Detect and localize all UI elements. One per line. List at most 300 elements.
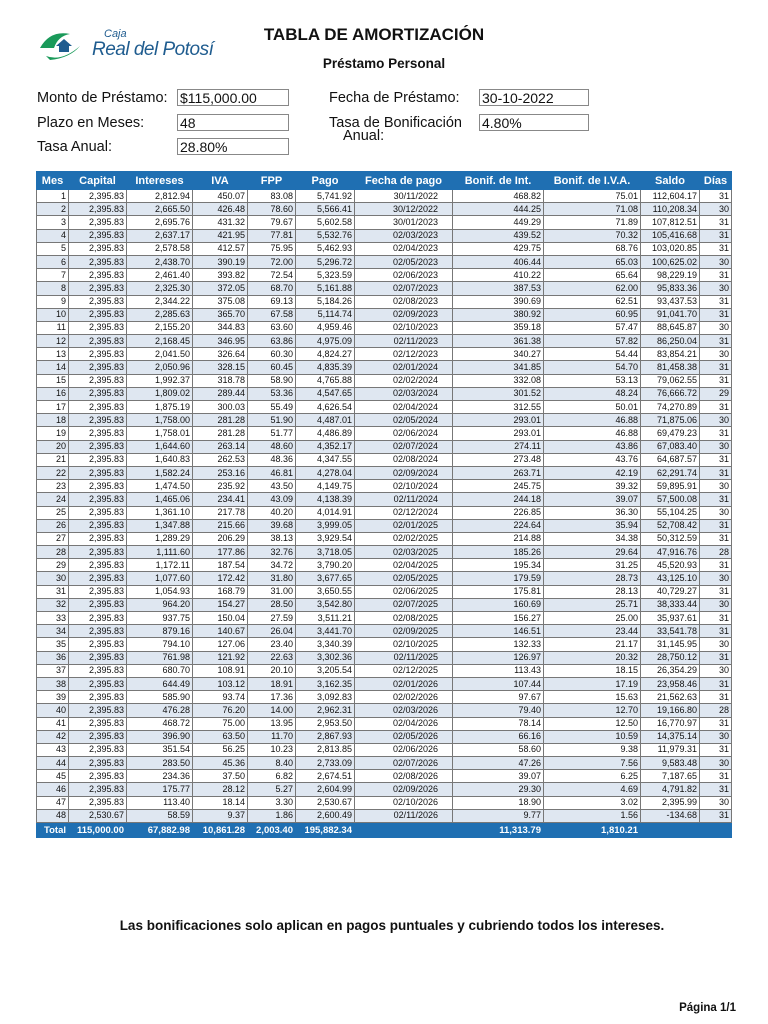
table-cell: 2,395.83 xyxy=(69,295,127,308)
table-cell: 2,050.96 xyxy=(127,361,193,374)
table-cell: 31 xyxy=(700,493,732,506)
table-cell: 45 xyxy=(37,770,69,783)
table-cell: 2,637.17 xyxy=(127,229,193,242)
table-cell: 105,416.68 xyxy=(641,229,700,242)
tasa-field: 28.80% xyxy=(177,138,289,155)
table-cell: 1,172.11 xyxy=(127,559,193,572)
table-cell: 31 xyxy=(700,216,732,229)
table-cell: 2,395.83 xyxy=(69,559,127,572)
table-cell: 2,962.31 xyxy=(296,704,355,717)
monto-label: Monto de Préstamo: xyxy=(37,90,168,106)
table-cell: 54.70 xyxy=(544,361,641,374)
table-cell: 8.40 xyxy=(248,757,296,770)
table-cell: 46 xyxy=(37,783,69,796)
table-cell: 35,937.61 xyxy=(641,612,700,625)
table-cell: 375.08 xyxy=(193,295,248,308)
table-cell: 2,395.83 xyxy=(69,546,127,559)
table-cell: 33 xyxy=(37,612,69,625)
table-cell: 23.44 xyxy=(544,625,641,638)
table-cell: 4,547.65 xyxy=(296,387,355,400)
table-cell: 761.98 xyxy=(127,651,193,664)
table-cell: 38 xyxy=(37,677,69,690)
table-cell: 75.01 xyxy=(544,190,641,203)
table-cell: 28 xyxy=(700,546,732,559)
table-cell: 127.06 xyxy=(193,638,248,651)
table-cell: 132.33 xyxy=(453,638,544,651)
table-cell: 02/07/2023 xyxy=(355,282,453,295)
table-cell: 3,511.21 xyxy=(296,612,355,625)
table-cell: 02/07/2026 xyxy=(355,757,453,770)
table-cell: 88,645.87 xyxy=(641,321,700,334)
table-cell: 253.16 xyxy=(193,466,248,479)
total-label: Total xyxy=(37,823,69,838)
page-number: Página 1/1 xyxy=(679,1002,736,1014)
table-cell: 344.83 xyxy=(193,321,248,334)
table-cell: 30 xyxy=(700,598,732,611)
table-cell: 22.63 xyxy=(248,651,296,664)
table-cell: 31 xyxy=(700,361,732,374)
table-cell: 63.50 xyxy=(193,730,248,743)
table-cell: 02/03/2025 xyxy=(355,546,453,559)
table-cell: 43.86 xyxy=(544,440,641,453)
col-iva: IVA xyxy=(193,172,248,190)
table-row xyxy=(37,190,732,203)
table-cell: 14.00 xyxy=(248,704,296,717)
table-cell: 30 xyxy=(700,255,732,268)
table-cell: 154.27 xyxy=(193,598,248,611)
table-cell: 02/11/2023 xyxy=(355,335,453,348)
table-cell: 30/12/2022 xyxy=(355,203,453,216)
table-cell: -134.68 xyxy=(641,809,700,822)
table-cell: 2,733.09 xyxy=(296,757,355,770)
table-cell: 02/07/2024 xyxy=(355,440,453,453)
table-cell: 3,205.54 xyxy=(296,664,355,677)
table-cell: 4,959.46 xyxy=(296,321,355,334)
table-cell: 390.19 xyxy=(193,255,248,268)
table-cell: 9.38 xyxy=(544,743,641,756)
table-cell: 02/03/2026 xyxy=(355,704,453,717)
table-cell: 22 xyxy=(37,466,69,479)
table-cell: 7,187.65 xyxy=(641,770,700,783)
table-cell: 2,395.83 xyxy=(69,203,127,216)
table-cell: 02/10/2025 xyxy=(355,638,453,651)
table-cell: 2,395.99 xyxy=(641,796,700,809)
table-row xyxy=(37,730,732,743)
table-cell: 2,395.83 xyxy=(69,743,127,756)
table-cell: 02/08/2026 xyxy=(355,770,453,783)
table-cell: 2,395.83 xyxy=(69,269,127,282)
table-row xyxy=(37,282,732,295)
table-cell: 4,149.75 xyxy=(296,480,355,493)
total-bonif-iva: 1,810.21 xyxy=(544,823,641,838)
table-cell: 100,625.02 xyxy=(641,255,700,268)
table-cell: 71.08 xyxy=(544,203,641,216)
table-cell: 175.81 xyxy=(453,585,544,598)
table-cell: 43 xyxy=(37,743,69,756)
table-cell: 18.91 xyxy=(248,677,296,690)
table-cell: 12.70 xyxy=(544,704,641,717)
table-cell: 31 xyxy=(700,374,732,387)
table-cell: 16 xyxy=(37,387,69,400)
table-cell: 4 xyxy=(37,229,69,242)
table-cell: 31 xyxy=(700,532,732,545)
table-cell: 31 xyxy=(700,229,732,242)
table-cell: 67.58 xyxy=(248,308,296,321)
table-row xyxy=(37,664,732,677)
table-row xyxy=(37,598,732,611)
table-cell: 3 xyxy=(37,216,69,229)
table-cell: 40 xyxy=(37,704,69,717)
table-cell: 17 xyxy=(37,401,69,414)
table-cell: 45,520.93 xyxy=(641,559,700,572)
table-cell: 23.40 xyxy=(248,638,296,651)
table-cell: 57.47 xyxy=(544,321,641,334)
table-cell: 214.88 xyxy=(453,532,544,545)
table-row xyxy=(37,269,732,282)
table-row xyxy=(37,585,732,598)
table-row xyxy=(37,677,732,690)
table-cell: 02/06/2026 xyxy=(355,743,453,756)
table-cell: 26,354.29 xyxy=(641,664,700,677)
table-cell: 53.13 xyxy=(544,374,641,387)
table-cell: 39.07 xyxy=(453,770,544,783)
table-cell: 25 xyxy=(37,506,69,519)
table-cell: 1,054.93 xyxy=(127,585,193,598)
table-cell: 71,875.06 xyxy=(641,414,700,427)
table-cell: 50,312.59 xyxy=(641,532,700,545)
table-cell: 2,530.67 xyxy=(69,809,127,822)
table-cell: 79.40 xyxy=(453,704,544,717)
table-cell: 02/09/2026 xyxy=(355,783,453,796)
table-cell: 126.97 xyxy=(453,651,544,664)
table-cell: 30 xyxy=(37,572,69,585)
table-cell: 58.59 xyxy=(127,809,193,822)
table-cell: 30/11/2022 xyxy=(355,190,453,203)
table-cell: 103.12 xyxy=(193,677,248,690)
table-cell: 31 xyxy=(700,651,732,664)
table-cell: 2,395.83 xyxy=(69,770,127,783)
table-cell: 62.51 xyxy=(544,295,641,308)
table-cell: 2,665.50 xyxy=(127,203,193,216)
table-cell: 31 xyxy=(700,295,732,308)
table-cell: 18.14 xyxy=(193,796,248,809)
table-cell: 68.70 xyxy=(248,282,296,295)
table-body xyxy=(37,190,732,823)
table-cell: 2,395.83 xyxy=(69,242,127,255)
table-cell: 644.49 xyxy=(127,677,193,690)
table-cell: 62.00 xyxy=(544,282,641,295)
col-dias: Días xyxy=(700,172,732,190)
table-cell: 2,395.83 xyxy=(69,585,127,598)
table-cell: 2,867.93 xyxy=(296,730,355,743)
table-cell: 20.32 xyxy=(544,651,641,664)
table-cell: 47,916.76 xyxy=(641,546,700,559)
bonificaciones-note: Las bonificaciones solo aplican en pagos puntuales y cubriendo todos los intereses. xyxy=(119,918,665,933)
table-cell: 2,395.83 xyxy=(69,717,127,730)
table-cell: 2,438.70 xyxy=(127,255,193,268)
table-cell: 794.10 xyxy=(127,638,193,651)
table-cell: 2,813.85 xyxy=(296,743,355,756)
table-cell: 4,014.91 xyxy=(296,506,355,519)
table-cell: 02/06/2024 xyxy=(355,427,453,440)
table-cell: 1.56 xyxy=(544,809,641,822)
table-cell: 2,395.83 xyxy=(69,190,127,203)
total-pago: 195,882.34 xyxy=(296,823,355,838)
table-cell: 234.36 xyxy=(127,770,193,783)
table-row xyxy=(37,203,732,216)
table-cell: 30 xyxy=(700,572,732,585)
fecha-field: 30-10-2022 xyxy=(479,89,589,106)
plazo-label: Plazo en Meses: xyxy=(37,115,145,131)
table-cell: 937.75 xyxy=(127,612,193,625)
table-cell: 43.50 xyxy=(248,480,296,493)
logo-name-text: Real del Potosí xyxy=(92,39,214,60)
table-cell: 2,395.83 xyxy=(69,216,127,229)
col-fpp: FPP xyxy=(248,172,296,190)
table-cell: 43.09 xyxy=(248,493,296,506)
table-cell: 217.78 xyxy=(193,506,248,519)
table-cell: 30 xyxy=(700,348,732,361)
table-cell: 410.22 xyxy=(453,269,544,282)
table-row xyxy=(37,519,732,532)
table-cell: 390.69 xyxy=(453,295,544,308)
table-cell: 6 xyxy=(37,255,69,268)
table-cell: 300.03 xyxy=(193,401,248,414)
table-cell: 30 xyxy=(700,757,732,770)
table-cell: 50.01 xyxy=(544,401,641,414)
table-cell: 476.28 xyxy=(127,704,193,717)
table-cell: 39.68 xyxy=(248,519,296,532)
plazo-field: 48 xyxy=(177,114,289,131)
table-row xyxy=(37,335,732,348)
table-cell: 283.50 xyxy=(127,757,193,770)
table-cell: 79.67 xyxy=(248,216,296,229)
table-cell: 02/01/2025 xyxy=(355,519,453,532)
table-cell: 406.44 xyxy=(453,255,544,268)
table-cell: 206.29 xyxy=(193,532,248,545)
col-fecha-pago: Fecha de pago xyxy=(355,172,453,190)
table-cell: 43,125.10 xyxy=(641,572,700,585)
table-cell: 2,395.83 xyxy=(69,783,127,796)
table-cell: 37.50 xyxy=(193,770,248,783)
table-cell: 17.36 xyxy=(248,691,296,704)
table-cell: 65.64 xyxy=(544,269,641,282)
table-cell: 44 xyxy=(37,757,69,770)
table-row xyxy=(37,466,732,479)
table-cell: 93,437.53 xyxy=(641,295,700,308)
table-cell: 2,578.58 xyxy=(127,242,193,255)
fecha-label: Fecha de Préstamo: xyxy=(329,90,460,106)
table-cell: 1,758.00 xyxy=(127,414,193,427)
table-cell: 1,111.60 xyxy=(127,546,193,559)
table-row xyxy=(37,506,732,519)
table-cell: 62,291.74 xyxy=(641,466,700,479)
table-row xyxy=(37,361,732,374)
table-cell: 2,395.83 xyxy=(69,374,127,387)
table-cell: 27.59 xyxy=(248,612,296,625)
table-cell: 30 xyxy=(700,796,732,809)
table-cell: 2,395.83 xyxy=(69,572,127,585)
table-cell: 7 xyxy=(37,269,69,282)
table-cell: 245.75 xyxy=(453,480,544,493)
table-cell: 2,155.20 xyxy=(127,321,193,334)
table-cell: 79,062.55 xyxy=(641,374,700,387)
table-cell: 28 xyxy=(37,546,69,559)
table-cell: 25.00 xyxy=(544,612,641,625)
table-cell: 86,250.04 xyxy=(641,335,700,348)
table-row xyxy=(37,546,732,559)
table-cell: 1,992.37 xyxy=(127,374,193,387)
table-cell: 28.13 xyxy=(544,585,641,598)
table-cell: 56.25 xyxy=(193,743,248,756)
table-cell: 107,812.51 xyxy=(641,216,700,229)
table-cell: 20 xyxy=(37,440,69,453)
table-cell: 429.75 xyxy=(453,242,544,255)
col-mes: Mes xyxy=(37,172,69,190)
table-cell: 31 xyxy=(700,783,732,796)
table-cell: 02/11/2024 xyxy=(355,493,453,506)
table-cell: 5,323.59 xyxy=(296,269,355,282)
table-cell: 55.49 xyxy=(248,401,296,414)
table-cell: 18.90 xyxy=(453,796,544,809)
table-cell: 172.42 xyxy=(193,572,248,585)
table-cell: 4,347.55 xyxy=(296,453,355,466)
amortization-table xyxy=(36,171,732,838)
table-cell: 02/12/2023 xyxy=(355,348,453,361)
table-cell: 34.38 xyxy=(544,532,641,545)
table-cell: 6.82 xyxy=(248,770,296,783)
table-cell: 2,285.63 xyxy=(127,308,193,321)
table-cell: 10 xyxy=(37,308,69,321)
table-cell: 63.60 xyxy=(248,321,296,334)
table-cell: 31 xyxy=(700,625,732,638)
bonif-field: 4.80% xyxy=(479,114,589,131)
table-cell: 372.05 xyxy=(193,282,248,295)
table-cell: 02/01/2026 xyxy=(355,677,453,690)
table-cell: 2,395.83 xyxy=(69,796,127,809)
table-cell: 2,695.76 xyxy=(127,216,193,229)
table-cell: 12 xyxy=(37,335,69,348)
table-cell: 29 xyxy=(37,559,69,572)
table-cell: 20.10 xyxy=(248,664,296,677)
table-cell: 2,325.30 xyxy=(127,282,193,295)
table-cell: 2,395.83 xyxy=(69,638,127,651)
table-cell: 02/05/2026 xyxy=(355,730,453,743)
table-cell: 1,077.60 xyxy=(127,572,193,585)
col-bonif-int: Bonif. de Int. xyxy=(453,172,544,190)
table-cell: 2,395.83 xyxy=(69,730,127,743)
table-cell: 11.70 xyxy=(248,730,296,743)
table-cell: 1,640.83 xyxy=(127,453,193,466)
col-pago: Pago xyxy=(296,172,355,190)
table-cell: 31 xyxy=(700,453,732,466)
table-cell: 02/11/2026 xyxy=(355,809,453,822)
table-cell: 02/02/2024 xyxy=(355,374,453,387)
table-cell: 2,395.83 xyxy=(69,691,127,704)
table-cell: 02/08/2024 xyxy=(355,453,453,466)
table-cell: 55,104.25 xyxy=(641,506,700,519)
table-row xyxy=(37,770,732,783)
table-cell: 449.29 xyxy=(453,216,544,229)
table-cell: 234.41 xyxy=(193,493,248,506)
table-cell: 57.82 xyxy=(544,335,641,348)
table-cell: 9.77 xyxy=(453,809,544,822)
table-cell: 2,395.83 xyxy=(69,387,127,400)
table-cell: 426.48 xyxy=(193,203,248,216)
table-cell: 103,020.85 xyxy=(641,242,700,255)
table-cell: 02/05/2023 xyxy=(355,255,453,268)
table-cell: 2,395.83 xyxy=(69,335,127,348)
table-cell: 412.57 xyxy=(193,242,248,255)
table-header xyxy=(37,172,732,190)
table-cell: 359.18 xyxy=(453,321,544,334)
table-cell: 02/02/2026 xyxy=(355,691,453,704)
bonif-label: Tasa de Bonificación xyxy=(329,115,462,131)
table-cell: 9 xyxy=(37,295,69,308)
table-cell: 46.88 xyxy=(544,427,641,440)
table-cell: 150.04 xyxy=(193,612,248,625)
table-cell: 2,395.83 xyxy=(69,401,127,414)
table-cell: 4,138.39 xyxy=(296,493,355,506)
page-subtitle: Préstamo Personal xyxy=(322,56,446,71)
table-row xyxy=(37,691,732,704)
table-cell: 02/08/2023 xyxy=(355,295,453,308)
table-cell: 3,340.39 xyxy=(296,638,355,651)
table-cell: 39.32 xyxy=(544,480,641,493)
table-cell: 2,395.83 xyxy=(69,598,127,611)
table-cell: 13.95 xyxy=(248,717,296,730)
table-cell: 21 xyxy=(37,453,69,466)
table-cell: 3,302.36 xyxy=(296,651,355,664)
table-cell: 02/03/2024 xyxy=(355,387,453,400)
table-cell: 30 xyxy=(700,203,732,216)
table-cell: 244.18 xyxy=(453,493,544,506)
table-cell: 1,474.50 xyxy=(127,480,193,493)
table-cell: 2,395.83 xyxy=(69,308,127,321)
table-cell: 2,395.83 xyxy=(69,664,127,677)
table-cell: 2,530.67 xyxy=(296,796,355,809)
table-cell: 72.54 xyxy=(248,269,296,282)
table-cell: 02/12/2024 xyxy=(355,506,453,519)
tasa-label: Tasa Anual: xyxy=(37,139,112,155)
table-cell: 18.15 xyxy=(544,664,641,677)
table-cell: 31.25 xyxy=(544,559,641,572)
table-cell: 31,145.95 xyxy=(641,638,700,651)
table-cell: 11,979.31 xyxy=(641,743,700,756)
table-row xyxy=(37,480,732,493)
table-cell: 1,361.10 xyxy=(127,506,193,519)
table-cell: 421.95 xyxy=(193,229,248,242)
table-cell: 13 xyxy=(37,348,69,361)
table-cell: 2 xyxy=(37,203,69,216)
total-iva: 10,861.28 xyxy=(193,823,248,838)
table-cell: 60.95 xyxy=(544,308,641,321)
table-cell: 42 xyxy=(37,730,69,743)
table-cell: 32.76 xyxy=(248,546,296,559)
table-cell: 3.30 xyxy=(248,796,296,809)
table-cell: 31 xyxy=(700,190,732,203)
table-cell: 10.59 xyxy=(544,730,641,743)
table-row xyxy=(37,427,732,440)
table-cell: 58.60 xyxy=(453,743,544,756)
total-capital: 115,000.00 xyxy=(69,823,127,838)
table-cell: 53.36 xyxy=(248,387,296,400)
table-cell: 31.00 xyxy=(248,585,296,598)
table-cell: 28.12 xyxy=(193,783,248,796)
table-cell: 77.81 xyxy=(248,229,296,242)
table-cell: 02/05/2024 xyxy=(355,414,453,427)
table-cell: 23 xyxy=(37,480,69,493)
